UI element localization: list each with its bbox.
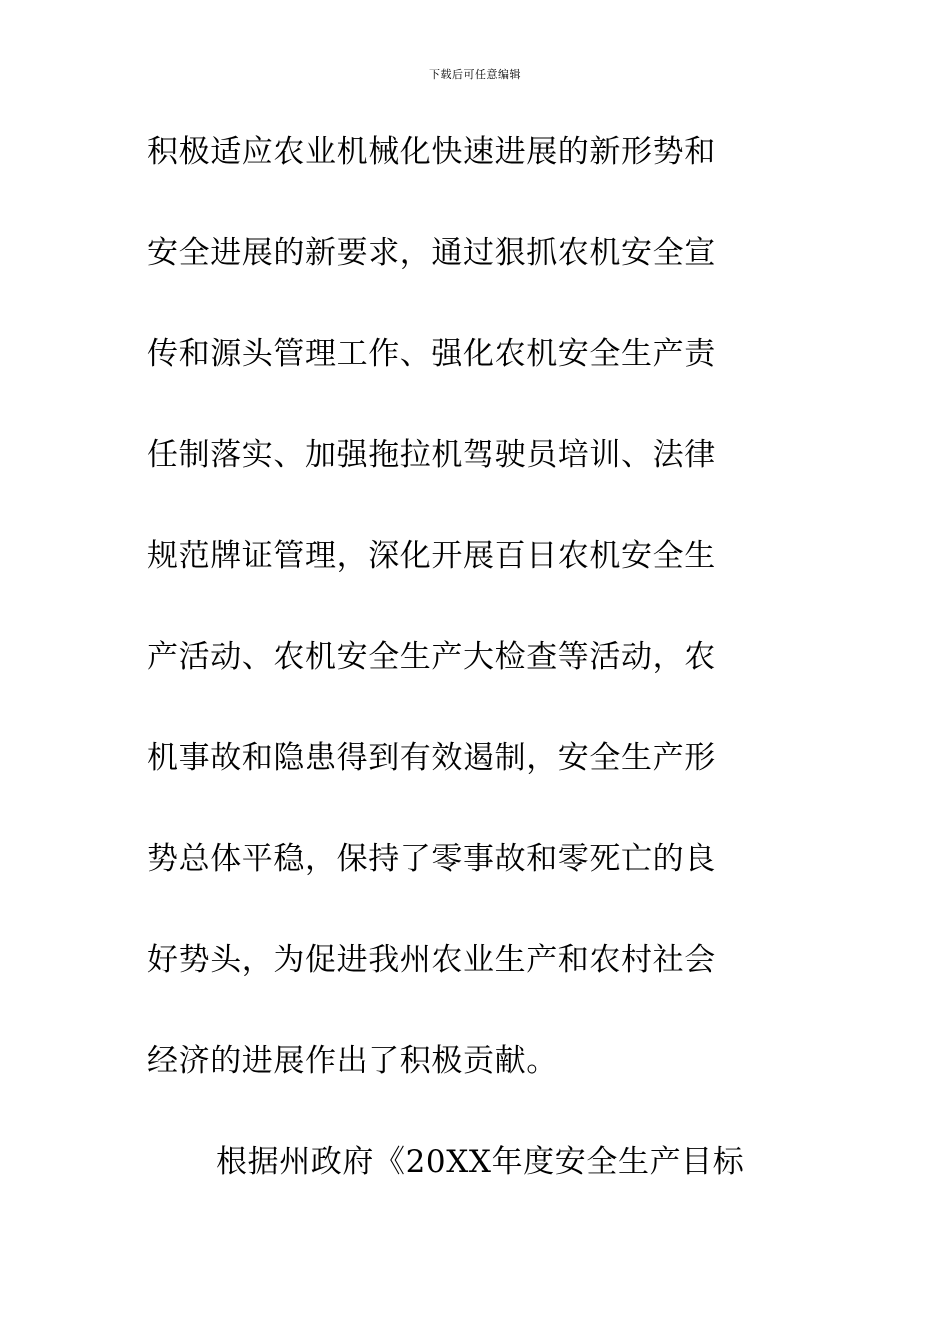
text-line: 传和源头管理工作、强化农机安全生产责 (147, 336, 716, 372)
text-line: 产活动、农机安全生产大检查等活动，农 (147, 639, 716, 675)
paragraph-start-line: 根据州政府《20XX年度安全生产目标 (216, 1144, 745, 1180)
text-line: 规范牌证管理，深化开展百日农机安全生 (147, 538, 716, 574)
text-line: 好势头，为促进我州农业生产和农村社会 (147, 942, 716, 978)
text-line: 经济的进展作出了积极贡献。 (147, 1043, 558, 1079)
text-line: 安全进展的新要求，通过狠抓农机安全宣 (147, 235, 716, 271)
text-line: 任制落实、加强拖拉机驾驶员培训、法律 (147, 437, 716, 473)
text-line: 势总体平稳，保持了零事故和零死亡的良 (147, 841, 716, 877)
text-line: 机事故和隐患得到有效遏制，安全生产形 (147, 740, 716, 776)
document-body (147, 126, 807, 1237)
text-line: 积极适应农业机械化快速进展的新形势和 (147, 134, 716, 170)
page-header: 下载后可任意编辑 (429, 68, 521, 81)
